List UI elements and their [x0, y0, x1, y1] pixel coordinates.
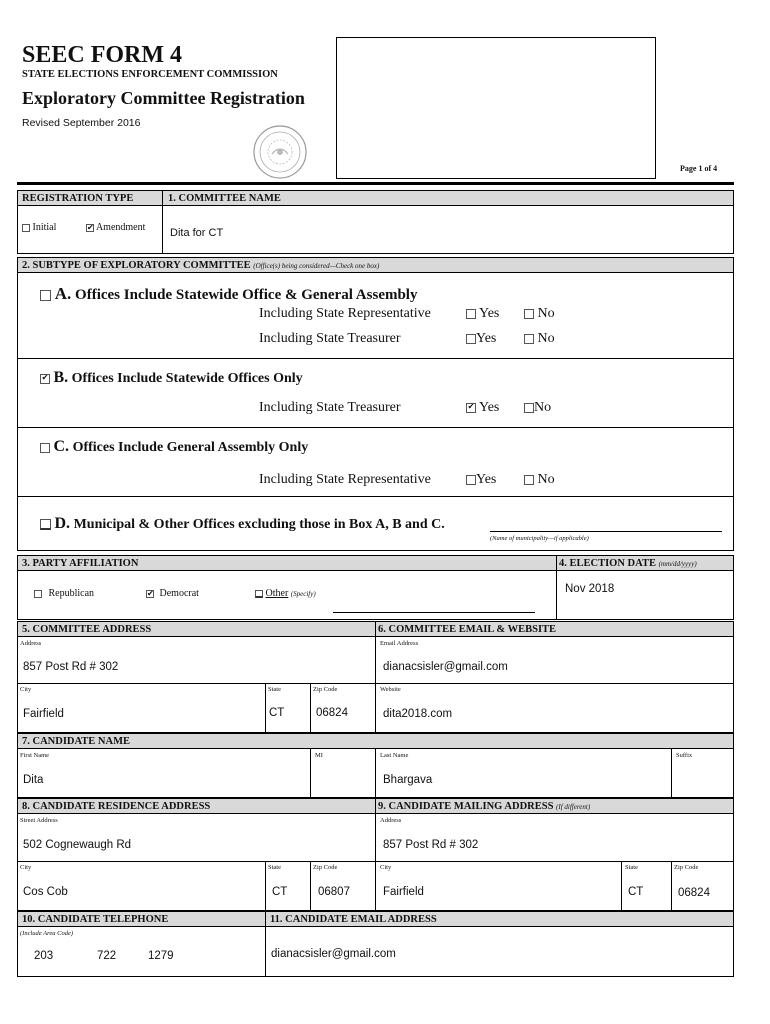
no-label: No [537, 331, 555, 346]
page-number: Page 1 of 4 [680, 164, 718, 173]
amendment-label: Amendment [95, 222, 146, 233]
checkbox[interactable] [466, 334, 476, 344]
municipality-line[interactable] [490, 531, 722, 532]
divider [310, 683, 311, 733]
option-c-line1: Including State Representative [259, 472, 431, 487]
republican-label: Republican [48, 588, 95, 599]
republican-option[interactable] [34, 588, 94, 599]
divider [17, 427, 734, 428]
committee-address-value[interactable]: 857 Post Rd # 302 [23, 661, 119, 673]
democrat-checkbox[interactable]: ✔ [147, 588, 154, 598]
divider [375, 621, 376, 733]
other-specify-line[interactable] [333, 612, 535, 613]
option-c-line1-yes[interactable] [466, 472, 496, 488]
option-b-line1: Including State Treasurer [259, 400, 401, 415]
telephone-line[interactable]: 1279 [148, 950, 174, 962]
street-label: Street Address [20, 817, 58, 824]
divider [265, 911, 266, 977]
residence-state-value[interactable]: CT [272, 886, 288, 898]
state-seal-icon [252, 124, 308, 180]
subtype-title: 2. SUBTYPE OF EXPLORATORY COMMITTEE [22, 260, 251, 271]
committee-email-value[interactable]: dianacsisler@gmail.com [383, 661, 508, 673]
divider [621, 861, 622, 911]
mailing-city-label: City [380, 864, 392, 871]
committee-website-value[interactable]: dita2018.com [383, 708, 453, 720]
option-a-letter: A. [54, 284, 72, 303]
first-name-label: First Name [20, 752, 50, 759]
residence-zip-label: Zip Code [313, 864, 338, 871]
checkbox[interactable] [524, 334, 534, 344]
option-d-letter: D. [54, 515, 71, 532]
address-label: Address [20, 640, 42, 647]
divider [310, 749, 311, 798]
divider [17, 683, 734, 684]
option-d-checkbox[interactable] [40, 519, 51, 530]
option-a[interactable] [40, 284, 417, 304]
mailing-address-title: 9. CANDIDATE MAILING ADDRESS [378, 801, 554, 812]
website-label: Website [380, 686, 401, 693]
residence-state-label: State [268, 864, 281, 871]
candidate-email-header: 11. CANDIDATE EMAIL ADDRESS [270, 914, 437, 925]
seec-stamp-box [336, 37, 656, 179]
checkbox[interactable] [524, 475, 534, 485]
committee-city-value[interactable]: Fairfield [23, 708, 64, 720]
mailing-zip-label: Zip Code [674, 864, 699, 871]
option-c-title: Offices Include General Assembly Only [72, 440, 309, 455]
mailing-address-value[interactable]: 857 Post Rd # 302 [383, 839, 479, 851]
option-a-title: Offices Include Statewide Office & General Assembly [75, 287, 418, 303]
telephone-area-code[interactable]: 203 [34, 950, 54, 962]
mailing-state-label: State [625, 864, 638, 871]
no-label: No [537, 306, 555, 321]
checkbox[interactable] [524, 309, 534, 319]
divider [375, 749, 376, 798]
divider [265, 683, 266, 733]
option-a-line2-yes[interactable] [466, 331, 496, 347]
mailing-state-value[interactable]: CT [628, 886, 644, 898]
residence-street-value[interactable]: 502 Cognewaugh Rd [23, 839, 132, 851]
subtype-header [17, 257, 734, 273]
checkbox[interactable] [524, 403, 534, 413]
option-a-line1-yes[interactable] [466, 306, 499, 322]
democrat-label: Democrat [159, 588, 199, 599]
election-date-note: (mm/dd/yyyy) [658, 560, 697, 568]
email-label: Email Address [380, 640, 419, 647]
checkbox[interactable] [466, 475, 476, 485]
option-b-checkbox[interactable]: ✔ [41, 372, 49, 382]
option-a-checkbox[interactable] [40, 290, 51, 301]
divider [671, 861, 672, 911]
first-name-value[interactable]: Dita [23, 774, 44, 786]
committee-name-header: 1. COMMITTEE NAME [168, 193, 281, 204]
document-title: Exploratory Committee Registration [22, 88, 305, 108]
municipality-note: (Name of municipality—if applicable) [490, 535, 589, 542]
initial-checkbox[interactable] [22, 224, 30, 232]
yes-label: Yes [476, 472, 497, 487]
yes-label: Yes [478, 306, 500, 321]
residence-city-value[interactable]: Cos Cob [23, 886, 68, 898]
no-label: No [534, 400, 552, 415]
state-label: State [268, 686, 281, 693]
committee-address-header: 5. COMMITTEE ADDRESS [22, 624, 152, 635]
divider [671, 749, 672, 798]
registration-type-header: REGISTRATION TYPE [22, 193, 134, 204]
option-b-line1-yes[interactable] [466, 400, 499, 416]
option-b-line1-no[interactable] [524, 400, 551, 416]
option-a-line2-no[interactable] [524, 331, 555, 347]
election-date-title: 4. ELECTION DATE [559, 558, 656, 569]
residence-address-header: 8. CANDIDATE RESIDENCE ADDRESS [22, 801, 211, 812]
committee-email-header: 6. COMMITTEE EMAIL & WEBSITE [378, 624, 557, 635]
yes-label: Yes [478, 400, 500, 415]
mi-label: MI [315, 752, 323, 759]
option-a-line1-no[interactable] [524, 306, 555, 322]
checkbox[interactable] [466, 309, 476, 319]
option-c-line1-no[interactable] [524, 472, 555, 488]
last-name-value[interactable]: Bhargava [383, 774, 433, 786]
revised-date: Revised September 2016 [22, 117, 141, 129]
option-d-title: Municipal & Other Offices excluding those in Box A, B and C. [73, 517, 445, 532]
election-date-value[interactable]: Nov 2018 [565, 583, 615, 595]
candidate-name-title: 7. CANDIDATE NAME [22, 736, 131, 747]
amendment-checkbox[interactable]: ✔ [87, 222, 94, 232]
header-rule [17, 182, 734, 185]
option-b[interactable] [40, 369, 303, 387]
mailing-zip-value[interactable]: 06824 [678, 887, 710, 899]
divider [17, 358, 734, 359]
zip-label: Zip Code [313, 686, 338, 693]
yes-label: Yes [476, 331, 497, 346]
telephone-note: (Include Area Code) [20, 930, 74, 937]
initial-option[interactable] [22, 222, 56, 233]
option-c-checkbox[interactable] [40, 443, 50, 453]
other-label: Other [265, 588, 289, 599]
option-a-line2: Including State Treasurer [259, 331, 401, 346]
divider [265, 861, 266, 911]
party-affiliation-header: 3. PARTY AFFILIATION [22, 558, 139, 569]
initial-label: Initial [32, 222, 57, 233]
residence-city-label: City [20, 864, 32, 871]
option-b-letter: B. [53, 369, 69, 386]
mailing-city-value[interactable]: Fairfield [383, 886, 424, 898]
amendment-option[interactable] [86, 222, 145, 233]
option-b-title: Offices Include Statewide Offices Only [71, 371, 303, 386]
option-c[interactable] [40, 438, 308, 456]
divider [17, 861, 734, 862]
candidate-email-value[interactable]: dianacsisler@gmail.com [271, 948, 396, 960]
suffix-label: Suffix [676, 752, 693, 759]
democrat-option[interactable] [146, 588, 199, 599]
option-a-line1: Including State Representative [259, 306, 431, 321]
other-specify-note: (Specify) [290, 590, 316, 598]
form-title: SEEC FORM 4 [22, 42, 183, 68]
option-d[interactable] [40, 515, 445, 533]
subtype-note: (Office(s) being considered—Check one box) [253, 262, 380, 270]
mailing-address-note: (If different) [556, 803, 591, 811]
telephone-prefix[interactable]: 722 [97, 950, 117, 962]
divider [310, 861, 311, 911]
committee-zip-value[interactable]: 06824 [316, 707, 348, 719]
committee-state-value[interactable]: CT [269, 707, 285, 719]
other-checkbox[interactable] [255, 590, 263, 598]
agency-name: STATE ELECTIONS ENFORCEMENT COMMISSION [22, 69, 278, 80]
candidate-telephone-header: 10. CANDIDATE TELEPHONE [22, 914, 169, 925]
residence-zip-value[interactable]: 06807 [318, 886, 350, 898]
mailing-address-label: Address [380, 817, 402, 824]
city-label: City [20, 686, 32, 693]
divider [375, 798, 376, 911]
election-date-header [559, 558, 697, 569]
option-c-letter: C. [53, 438, 70, 455]
republican-checkbox[interactable] [34, 590, 42, 598]
no-label: No [537, 472, 555, 487]
mailing-address-header [378, 801, 590, 812]
divider [17, 496, 734, 497]
committee-name-value[interactable]: Dita for CT [170, 227, 224, 239]
checkbox[interactable]: ✔ [467, 401, 475, 411]
other-option[interactable] [255, 588, 316, 599]
last-name-label: Last Name [380, 752, 409, 759]
